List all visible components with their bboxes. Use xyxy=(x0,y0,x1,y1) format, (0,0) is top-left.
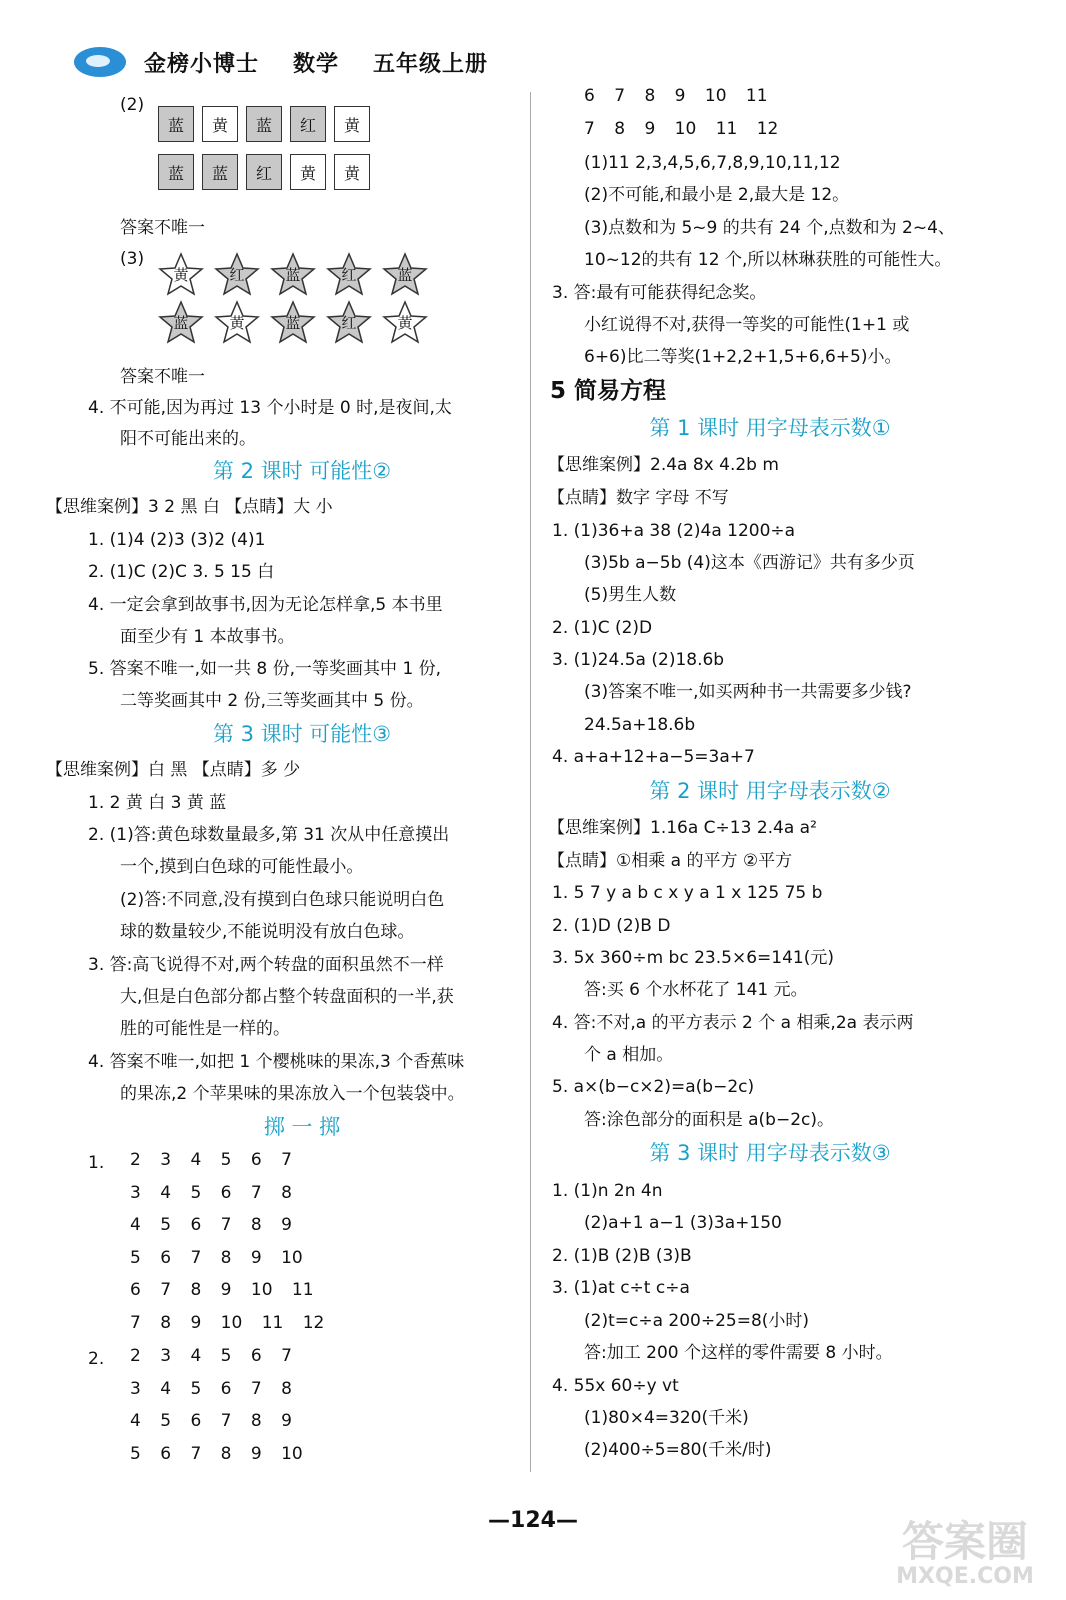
answer-line: (2)t=c÷a 200÷25=8(小时) xyxy=(584,1311,810,1331)
star-icon xyxy=(382,300,428,344)
subject: 数学 xyxy=(293,51,340,77)
answer-line: 3. 5x 360÷m bc 23.5×6=141(元) xyxy=(552,948,834,968)
number-row: 2 3 4 5 6 7 xyxy=(130,1150,292,1170)
number-row: 2 3 4 5 6 7 xyxy=(130,1346,292,1366)
lesson-heading-5-3: 第 3 课时 用字母表示数③ xyxy=(649,1141,891,1165)
answer-line: 答:买 6 个水杯花了 141 元。 xyxy=(584,980,808,1000)
lesson-heading-throw: 掷 一 掷 xyxy=(263,1115,341,1139)
answer-line: (2)400÷5=80(千米/时) xyxy=(584,1440,772,1460)
star-icon xyxy=(326,300,372,344)
color-cell: 黄 xyxy=(334,106,370,142)
publisher-logo-icon xyxy=(74,47,126,77)
answer-line: (5)男生人数 xyxy=(584,585,677,605)
grade: 五年级上册 xyxy=(373,51,489,77)
answer-label: 1. xyxy=(88,1153,105,1173)
answer-line: 2. (1)C (2)C 3. 5 15 白 xyxy=(88,562,275,582)
key-line: 【点睛】①相乘 a 的平方 ②平方 xyxy=(548,851,793,871)
star-label: 蓝 xyxy=(285,313,301,332)
label-p2: (2) xyxy=(120,95,145,115)
answer-line: 3. 答:高飞说得不对,两个转盘的面积虽然不一样 xyxy=(88,955,444,975)
answer-line: 二等奖画其中 2 份,三等奖画其中 5 份。 xyxy=(120,691,424,711)
lesson-heading-2: 第 2 课时 可能性② xyxy=(212,459,392,483)
star-label: 红 xyxy=(341,265,357,284)
number-row: 6 7 8 9 10 11 xyxy=(130,1280,314,1300)
answer-line: 3. (1)at c÷t c÷a xyxy=(552,1278,690,1298)
lesson-heading-3: 第 3 课时 可能性③ xyxy=(212,722,392,746)
color-cell: 黄 xyxy=(334,154,370,190)
answer-line: 4. a+a+12+a−5=3a+7 xyxy=(552,747,755,767)
star-icon xyxy=(214,300,260,344)
answer-line: 1. (1)4 (2)3 (3)2 (4)1 xyxy=(88,530,266,550)
number-row: 3 4 5 6 7 8 xyxy=(130,1182,292,1203)
answer-line: 2. (1)D (2)B D xyxy=(552,916,671,936)
star-icon xyxy=(270,300,316,344)
answer-line: 24.5a+18.6b xyxy=(584,715,696,735)
star-label: 蓝 xyxy=(397,265,413,284)
answer-line: (2)答:不同意,没有摸到白色球只能说明白色 xyxy=(120,890,445,910)
column-divider xyxy=(530,92,531,1472)
answer-line: 1. 5 7 y a b c x y a 1 x 125 75 b xyxy=(552,883,823,903)
note-1: 答案不唯一 xyxy=(120,218,205,238)
answer-label: 2. xyxy=(88,1349,105,1369)
answer-line: (3)点数和为 5~9 的共有 24 个,点数和为 2~4、 xyxy=(584,218,955,238)
answer-line: 小红说得不对,获得一等奖的可能性(1+1 或 xyxy=(584,315,910,335)
answer-line: 4. 不可能,因为再过 13 个小时是 0 时,是夜间,太 xyxy=(88,398,452,418)
number-row: 5 6 7 8 9 10 xyxy=(130,1247,303,1268)
answer-line: 5. a×(b−c×2)=a(b−2c) xyxy=(552,1077,755,1097)
number-row: 4 5 6 7 8 9 xyxy=(130,1215,292,1235)
color-cell: 蓝 xyxy=(158,106,194,142)
page-header xyxy=(74,42,522,82)
star-icon xyxy=(270,252,316,296)
answer-line: 4. 55x 60÷y vt xyxy=(552,1376,679,1396)
watermark-url: MXQE.COM xyxy=(896,1564,1034,1589)
color-cell: 蓝 xyxy=(158,154,194,190)
number-row: 4 5 6 7 8 9 xyxy=(130,1411,292,1431)
answer-line: (1)11 2,3,4,5,6,7,8,9,10,11,12 xyxy=(584,153,841,173)
color-cells-row-2 xyxy=(158,154,370,190)
color-cells-row-1 xyxy=(158,106,370,142)
watermark xyxy=(880,1517,1050,1590)
star-label: 黄 xyxy=(173,265,189,284)
star-label: 黄 xyxy=(397,313,413,332)
key-line: 【思维案例】白 黑 【点睛】多 少 xyxy=(46,760,301,780)
book-title: 金榜小博士 xyxy=(144,51,260,77)
answer-line: 个 a 相加。 xyxy=(584,1045,674,1065)
answer-line: 面至少有 1 本故事书。 xyxy=(120,627,295,647)
answer-line: 球的数量较少,不能说明没有放白色球。 xyxy=(120,922,415,942)
answer-line: (1)80×4=320(千米) xyxy=(584,1408,749,1428)
answer-line: 大,但是白色部分都占整个转盘面积的一半,获 xyxy=(120,987,454,1007)
answer-line: 5. 答案不唯一,如一共 8 份,一等奖画其中 1 份, xyxy=(88,659,442,679)
answer-line: (2)a+1 a−1 (3)3a+150 xyxy=(584,1213,782,1233)
answer-line: 4. 答案不唯一,如把 1 个樱桃味的果冻,3 个香蕉味 xyxy=(88,1052,465,1072)
answer-line: 10~12的共有 12 个,所以林琳获胜的可能性大。 xyxy=(584,250,952,270)
answer-line: (3)5b a−5b (4)这本《西游记》共有多少页 xyxy=(584,553,915,573)
star-icon xyxy=(214,252,260,296)
color-cell: 红 xyxy=(290,106,326,142)
color-cell: 蓝 xyxy=(246,106,282,142)
answer-line: 1. 2 黄 白 3 黄 蓝 xyxy=(88,793,227,813)
answer-line: 6+6)比二等奖(1+2,2+1,5+6,6+5)小。 xyxy=(584,347,902,367)
number-row: 3 4 5 6 7 8 xyxy=(130,1378,292,1399)
answer-line: 2. (1)C (2)D xyxy=(552,618,653,638)
color-cell: 黄 xyxy=(202,106,238,142)
answer-line: 1. (1)36+a 38 (2)4a 1200÷a xyxy=(552,521,796,541)
key-line: 【点睛】数字 字母 不写 xyxy=(548,488,729,508)
number-row: 5 6 7 8 9 10 xyxy=(130,1443,303,1464)
answer-line: 答:涂色部分的面积是 a(b−2c)。 xyxy=(584,1110,835,1130)
color-cell: 红 xyxy=(246,154,282,190)
star-label: 红 xyxy=(229,265,245,284)
answer-line: 3. (1)24.5a (2)18.6b xyxy=(552,650,725,670)
answer-line: 答:加工 200 个这样的零件需要 8 小时。 xyxy=(584,1343,893,1363)
star-icon xyxy=(158,300,204,344)
number-row: 7 8 9 10 11 12 xyxy=(130,1312,325,1333)
star-label: 黄 xyxy=(229,313,245,332)
page-number: —124— xyxy=(488,1508,578,1533)
note-2: 答案不唯一 xyxy=(120,367,205,387)
answer-line: 阳不可能出来的。 xyxy=(120,429,256,449)
key-line: 【思维案例】2.4a 8x 4.2b m xyxy=(548,455,779,475)
watermark-text: 答案圈 xyxy=(901,1517,1028,1566)
answer-line: 2. (1)答:黄色球数量最多,第 31 次从中任意摸出 xyxy=(88,825,450,845)
star-icon xyxy=(158,252,204,296)
answer-line: 1. (1)n 2n 4n xyxy=(552,1181,663,1201)
label-p3: (3) xyxy=(120,249,145,269)
section-title: 5 简易方程 xyxy=(550,378,667,404)
key-line: 【思维案例】1.16a C÷13 2.4a a² xyxy=(548,818,817,838)
answer-line: 胜的可能性是一样的。 xyxy=(120,1019,290,1039)
color-cell: 黄 xyxy=(290,154,326,190)
star-row-2 xyxy=(158,300,428,344)
number-row: 6 7 8 9 10 11 xyxy=(584,86,768,106)
answer-line: 一个,摸到白色球的可能性最小。 xyxy=(120,857,364,877)
number-row: 7 8 9 10 11 12 xyxy=(584,118,779,139)
star-label: 蓝 xyxy=(285,265,301,284)
color-cell: 蓝 xyxy=(202,154,238,190)
star-label: 红 xyxy=(341,313,357,332)
star-label: 蓝 xyxy=(173,313,189,332)
answer-line: (2)不可能,和最小是 2,最大是 12。 xyxy=(584,185,850,205)
star-icon xyxy=(326,252,372,296)
star-icon xyxy=(382,252,428,296)
key-line: 【思维案例】3 2 黑 白 【点睛】大 小 xyxy=(46,497,333,517)
answer-line: 的果冻,2 个苹果味的果冻放入一个包装袋中。 xyxy=(120,1084,465,1104)
answer-line: (3)答案不唯一,如买两种书一共需要多少钱? xyxy=(584,682,912,702)
star-row-1 xyxy=(158,252,428,296)
answer-line: 3. 答:最有可能获得纪念奖。 xyxy=(552,283,767,303)
answer-line: 4. 答:不对,a 的平方表示 2 个 a 相乘,2a 表示两 xyxy=(552,1013,914,1033)
lesson-heading-5-2: 第 2 课时 用字母表示数② xyxy=(649,779,891,803)
answer-line: 2. (1)B (2)B (3)B xyxy=(552,1246,692,1266)
answer-line: 4. 一定会拿到故事书,因为无论怎样拿,5 本书里 xyxy=(88,595,443,615)
lesson-heading-5-1: 第 1 课时 用字母表示数① xyxy=(649,416,891,440)
